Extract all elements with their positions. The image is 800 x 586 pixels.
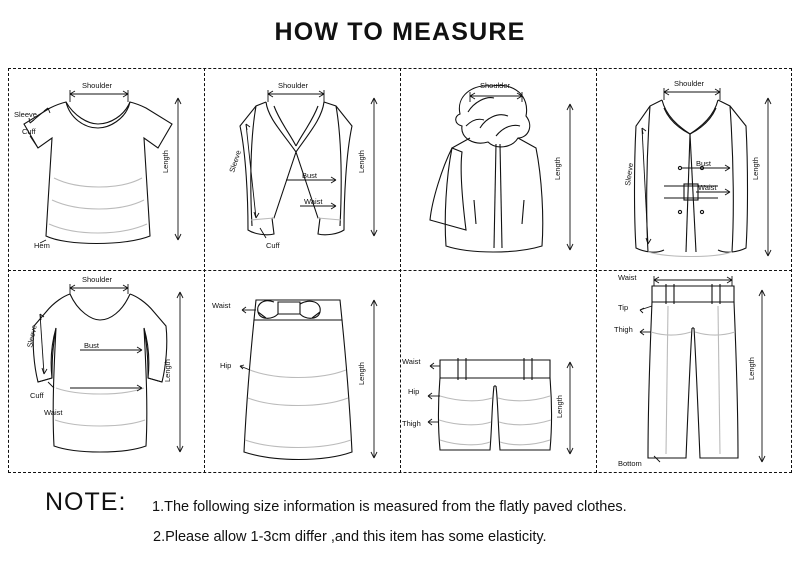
diagram-cell-tshirt — [8, 68, 204, 270]
label-hip: Hip — [408, 387, 420, 396]
grid-line-right — [791, 68, 792, 473]
label-thigh: Thigh — [614, 325, 633, 334]
label-sleeve: Sleeve — [623, 162, 636, 187]
note-line-2: 2.Please allow 1-3cm differ ,and this item has some elasticity. — [153, 529, 547, 545]
note-label: NOTE: — [45, 488, 127, 516]
label-bust: Bust — [84, 341, 100, 350]
diagram-cell-skirt — [204, 270, 400, 472]
note-lines — [152, 492, 772, 552]
label-shoulder: Shoulder — [674, 79, 705, 88]
label-waist: Waist — [698, 183, 717, 192]
label-waist: Waist — [44, 408, 63, 417]
label-shoulder: Shoulder — [82, 275, 113, 284]
diagram-cell-pants — [596, 270, 791, 472]
measurement-grid — [8, 68, 792, 473]
label-length: Length — [357, 362, 366, 385]
label-sleeve: Sleeve — [227, 149, 243, 174]
label-cuff: Cuff — [22, 127, 36, 136]
note-section — [0, 478, 800, 586]
note-line-1: 1.The following size information is measured from the flatly paved clothes. — [152, 499, 627, 515]
page-title: HOW TO MEASURE — [274, 18, 526, 46]
label-cuff: Cuff — [30, 391, 44, 400]
label-waist: Waist — [618, 273, 637, 282]
label-waist: Waist — [212, 301, 231, 310]
label-length: Length — [161, 150, 170, 173]
label-bust: Bust — [696, 159, 712, 168]
label-shoulder: Shoulder — [480, 81, 511, 90]
label-waist: Waist — [402, 357, 421, 366]
label-sleeve: Sleeve — [25, 324, 39, 349]
label-bust: Bust — [302, 171, 318, 180]
label-cuff: Cuff — [266, 241, 280, 250]
label-hip: Hip — [220, 361, 232, 370]
label-length: Length — [553, 157, 562, 180]
label-length: Length — [747, 357, 756, 380]
label-sleeve: Sleeve — [14, 110, 37, 119]
label-shoulder: Shoulder — [278, 81, 309, 90]
label-length: Length — [751, 157, 760, 180]
diagram-cell-trenchcoat — [596, 68, 791, 270]
diagram-cell-shorts — [400, 270, 596, 472]
label-waist: Waist — [304, 197, 323, 206]
label-thigh: Thigh — [402, 419, 421, 428]
label-length: Length — [555, 395, 564, 418]
diagram-cell-blazer — [204, 68, 400, 270]
label-tip: Tip — [618, 303, 629, 312]
label-length: Length — [357, 150, 366, 173]
diagram-cell-dress — [8, 270, 204, 472]
diagram-cell-furcoat — [400, 68, 596, 270]
label-bottom: Bottom — [618, 459, 642, 468]
label-hem: Hem — [34, 241, 50, 250]
label-shoulder: Shoulder — [82, 81, 113, 90]
label-length: Length — [163, 359, 172, 382]
